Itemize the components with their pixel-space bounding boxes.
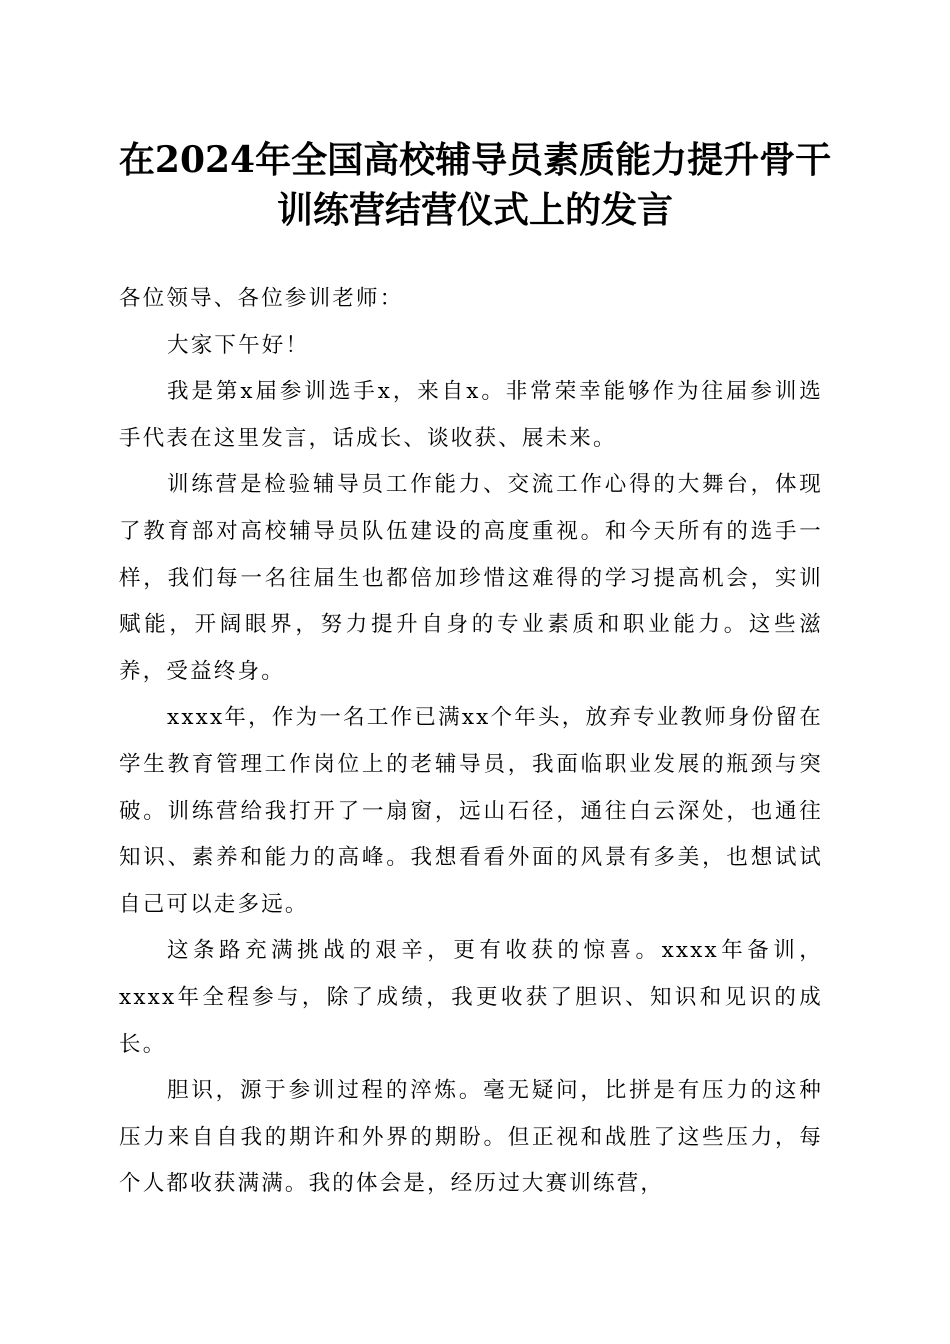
paragraph-career-breakthrough: xxxx年，作为一名工作已满xx个年头，放弃专业教师身份留在学生教育管理工作岗位上的老辅导员，我面临职业发展的瓶颈与突破。训练营给我打开了一扇窗，远山石径，通往白云深处，也通往知识、素养和能力的高峰。我想看看外面的风景有多美，也想试试自己可以走多远。 xyxy=(119,705,823,917)
paragraph-courage: 胆识，源于参训过程的淬炼。毫无疑问，比拼是有压力的这种压力来自自我的期许和外界的期盼。但正视和战胜了这些压力，每个人都收获满满。我的体会是，经历过大赛训练营， xyxy=(119,1078,823,1197)
paragraph-introduction: 我是第x届参训选手x，来自x。非常荣幸能够作为往届参训选手代表在这里发言，话成长、谈收获、展未来。 xyxy=(119,379,823,451)
document-body xyxy=(119,276,823,1208)
document-title-line-1: 在2024年全国高校辅导员素质能力提升骨干 xyxy=(118,139,832,181)
paragraph-challenges: 这条路充满挑战的艰辛，更有收获的惊喜。xxxx年备训，xxxx年全程参与，除了成绩，我更收获了胆识、知识和见识的成长。 xyxy=(119,938,823,1057)
paragraph-training-camp: 训练营是检验辅导员工作能力、交流工作心得的大舞台，体现了教育部对高校辅导员队伍建设的高度重视。和今天所有的选手一样，我们每一名往届生也都倍加珍惜这难得的学习提高机会，实训赋能，开阔眼界，努力提升自身的专业素质和职业能力。这些滋养，受益终身。 xyxy=(119,472,823,684)
document-title-line-2: 训练营结营仪式上的发言 xyxy=(276,189,673,231)
salutation: 各位领导、各位参训老师： xyxy=(119,286,404,311)
paragraph-greeting: 大家下午好！ xyxy=(167,332,310,358)
